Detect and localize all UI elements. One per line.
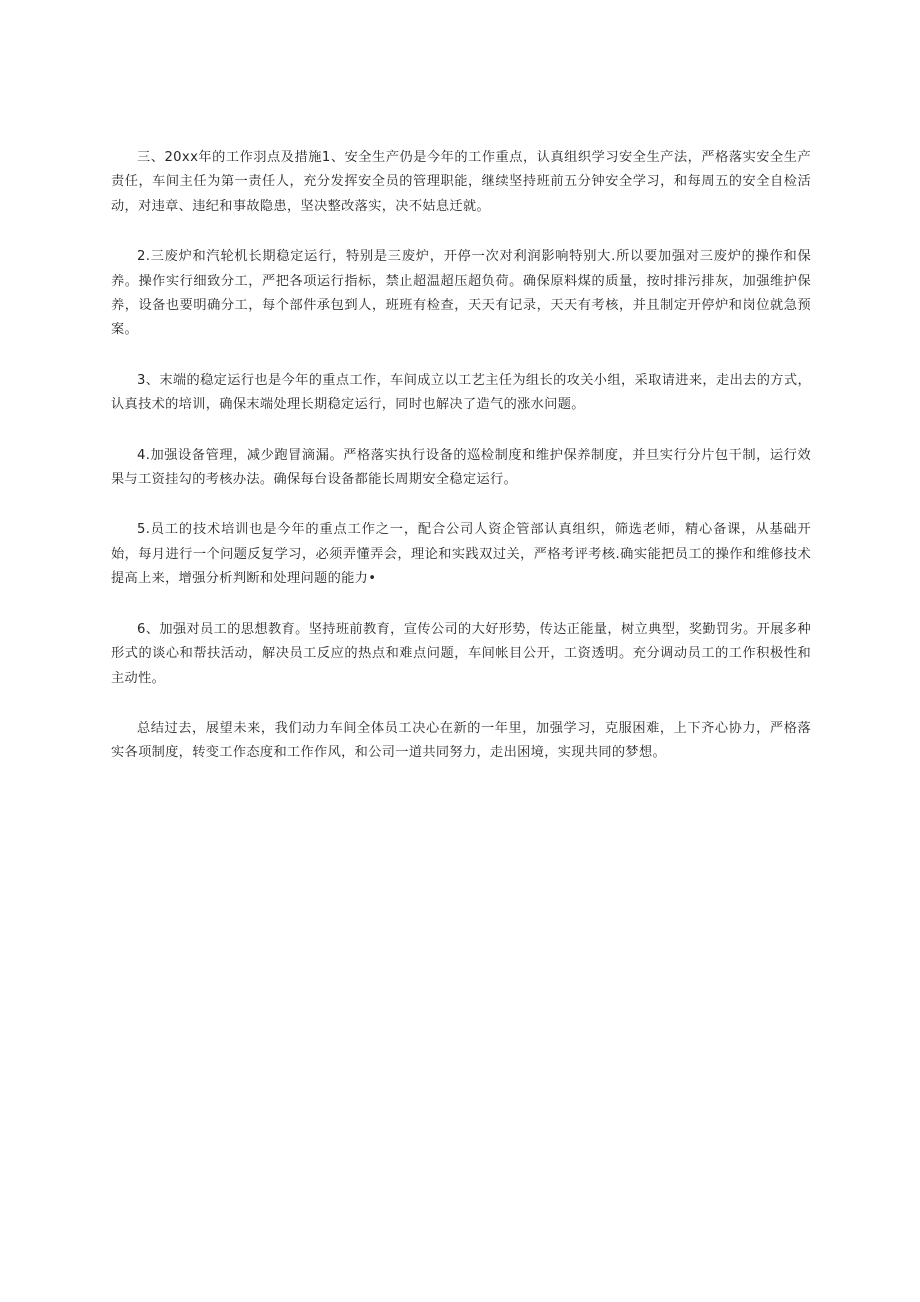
paragraph-safety-measures: 三、20xx年的工作羽点及措施1、安全生产仍是今年的工作重点，认真组织学习安全生产法，严格落实安全生产责任，车间主任为第一责任人，充分发挥安全员的管理职能，继续坚持班前五分钟安全学习，和每周五的安全自检活动，对违章、违纪和事故隐患，坚决整改落实，决不姑息迁就。 (111, 150, 811, 214)
paragraph-staff-training: 5.员工的技术培训也是今年的重点工作之一，配合公司人资企管部认真组织，筛选老师，精心备课，从基础开始，每月进行一个问题反复学习，必须弄懂弄会，理论和实践双过关，严格考评考核.确实能把员工的操作和维修技术提高上来，增强分析判断和处理问题的能力• (111, 522, 811, 587)
paragraph-conclusion: 总结过去，展望未来，我们动力车间全体员工决心在新的一年里，加强学习，克服困难，上下齐心协力，严格落实各项制度，转变工作态度和工作作风，和公司一道共同努力，走出困境，实现共同的梦想。 (111, 720, 811, 761)
paragraph-equipment-management: 4.加强设备管理，减少跑冒滴漏。严格落实执行设备的巡检制度和维护保养制度，并旦实行分片包干制，运行效果与工资挂勾的考核办法。确保每台设备都能长周期安全稳定运行。 (111, 447, 811, 488)
paragraph-end-treatment: 3、末端的稳定运行也是今年的重点工作，车间成立以工艺主任为组长的攻关小组，采取请进来，走出去的方式，认真技术的培训，确保末端处理长期稳定运行，同时也解决了造气的涨水问题。 (111, 372, 811, 413)
paragraph-ideological-education: 6、加强对员工的思想教育。坚持班前教育，宣传公司的大好形势，传达正能量，树立典型，奖勤罚劣。开展多种形式的谈心和帮扶活动，解决员工反应的热点和难点问题，车间帐目公开，工资透明。充分调动员工的工作积极性和主动性。 (111, 621, 811, 686)
paragraph-boiler-operation: 2.三废炉和汽轮机长期稳定运行，特别是三废炉，开停一次对利润影响特别大.所以要加强对三废炉的操作和保养。操作实行细致分工，严把各项运行指标，禁止超温超压超负荷。确保原料煤的质量，按时排污排灰，加强维护保养，设备也要明确分工，每个部件承包到人，班班有检查，天天有记录，天天有考核，并且制定开停炉和岗位就急预案。 (111, 249, 811, 338)
document-body (111, 146, 811, 792)
